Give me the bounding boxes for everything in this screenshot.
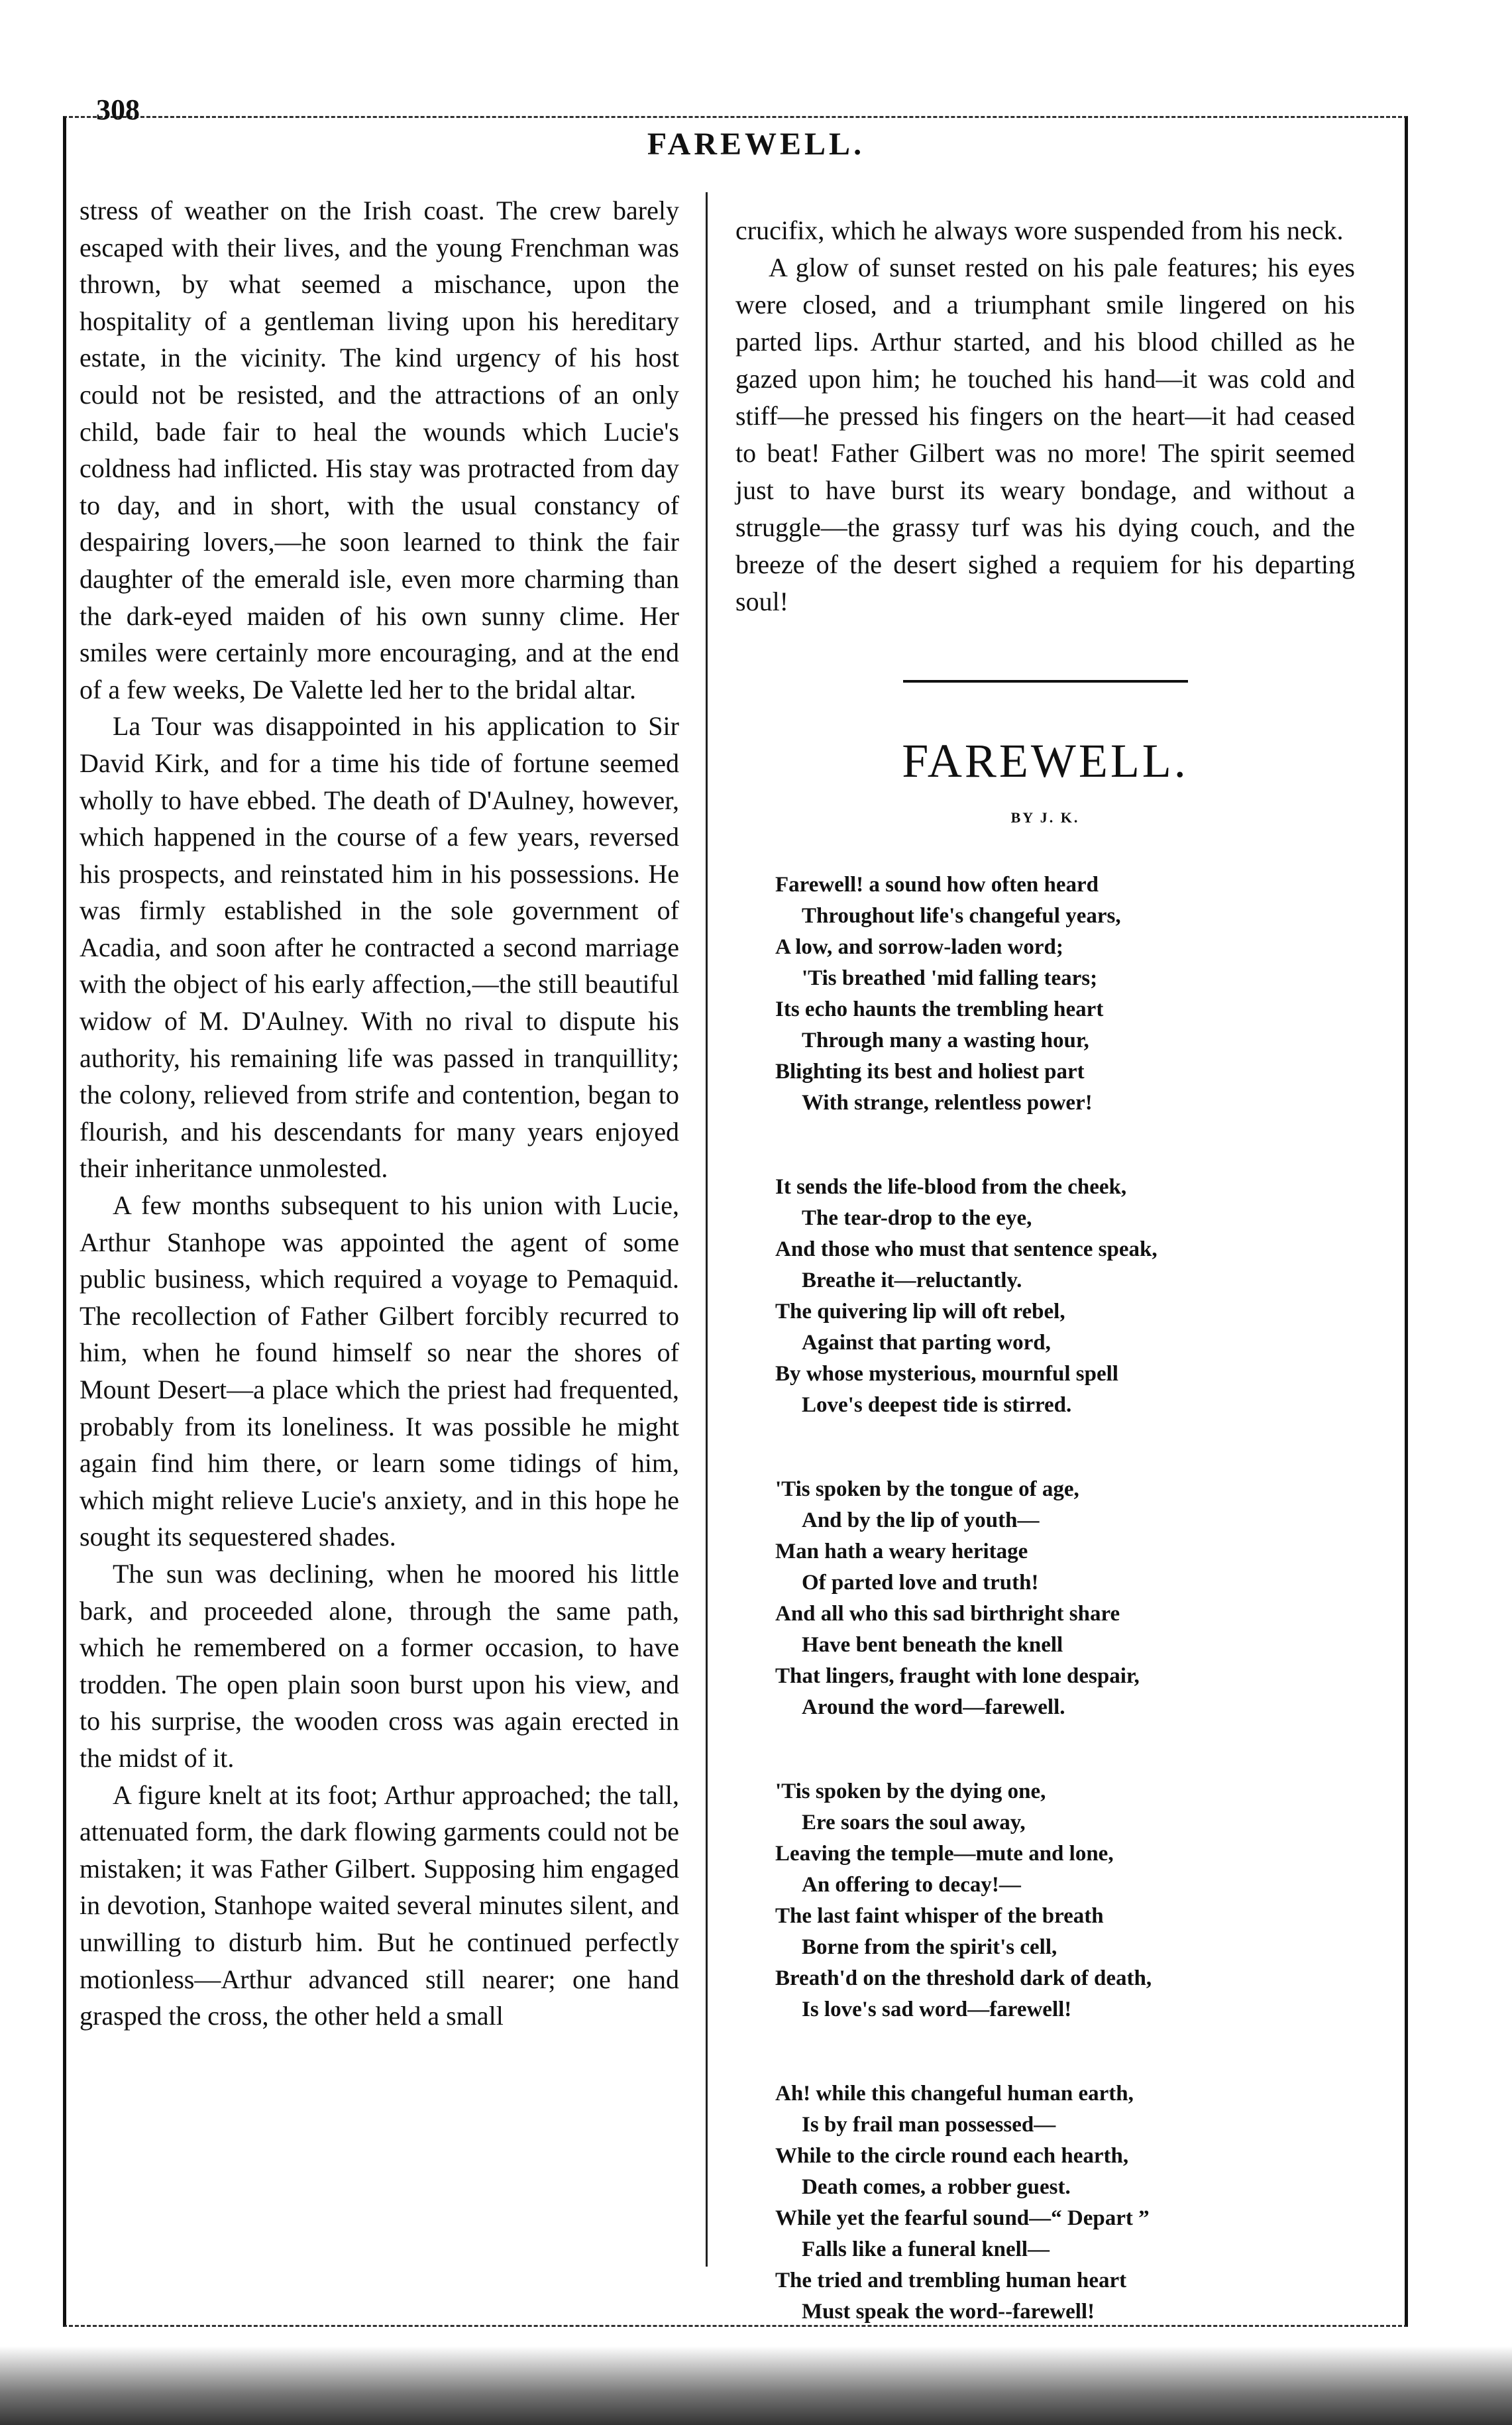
poem-line: 'Tis spoken by the tongue of age, — [775, 1477, 1079, 1501]
poem-line: And all who this sad birthright share — [775, 1602, 1120, 1626]
poem-title: FAREWELL. — [902, 734, 1189, 787]
poem-line: An offering to decay!— — [802, 1873, 1021, 1897]
poem-line: By whose mysterious, mournful spell — [775, 1362, 1118, 1386]
poem-stanza — [735, 1776, 1355, 2025]
poem-line: Blighting its best and holiest part — [775, 1060, 1085, 1084]
poem-line: The quivering lip will oft rebel, — [775, 1300, 1065, 1324]
poem-line: Against that parting word, — [802, 1331, 1051, 1355]
poem-line: While to the circle round each hearth, — [775, 2144, 1129, 2168]
poem-line: And by the lip of youth— — [802, 1508, 1040, 1532]
poem-line: Must speak the word--farewell! — [802, 2300, 1095, 2324]
poem-stanza — [735, 2078, 1355, 2328]
poem-line: That lingers, fraught with lone despair, — [775, 1664, 1140, 1688]
poem-byline: BY J. K. — [1010, 809, 1080, 826]
poem-line: And those who must that sentence speak, — [775, 1237, 1158, 1261]
poem-line: The tried and trembling human heart — [775, 2269, 1127, 2292]
poem-stanza — [735, 870, 1355, 1119]
poem-line: Breath'd on the threshold dark of death, — [775, 1966, 1152, 1990]
paragraph: A glow of sunset rested on his pale features; his eyes were closed, and a triumphant smile lingered on his parted lips. Arthur started, and his blood chilled as he gazed upon him; he touched his hand—it was cold and stiff—he pressed his fingers on the heart—it had ceased to beat! Father Gilbert was no more! The spirit seemed just to have burst its weary bondage, and without a struggle—the grassy turf was his dying couch, and the breeze of the desert sighed a requiem for his departing soul! — [735, 253, 1355, 616]
poem-line: It sends the life-blood from the cheek, — [775, 1175, 1127, 1199]
poem-line: A low, and sorrow-laden word; — [775, 935, 1063, 959]
scan-edge-smudge — [0, 2346, 1512, 2425]
poem — [735, 870, 1355, 2328]
poem-line: 'Tis breathed 'mid falling tears; — [802, 966, 1098, 990]
poem-line: The last faint whisper of the breath — [775, 1904, 1104, 1928]
poem-line: Leaving the temple—mute and lone, — [775, 1842, 1114, 1866]
poem-line: Ere soars the soul away, — [802, 1811, 1026, 1834]
paragraph: A figure knelt at its foot; Arthur approached; the tall, attenuated form, the dark flowing garments could not be mistaken; it was Father Gilbert. Supposing him engaged in devotion, Stanhope waited several minutes silent, and unwilling to disturb him. But he continued perfectly motionless—Arthur advanced still nearer; one hand grasped the cross, the other held a small — [80, 1779, 679, 2031]
poem-line: Of parted love and truth! — [802, 1571, 1039, 1595]
page-number: 308 — [96, 93, 140, 126]
paragraph: The sun was declining, when he moored his little bark, and proceeded alone, through the same path, which he remembered on a former occasion, to have trodden. The open plain soon burst upon his view, and to his surprise, the wooden cross was again erected in the midst of it. — [80, 1558, 679, 1773]
paragraph: crucifix, which he always wore suspended from his neck. — [735, 215, 1344, 245]
poem-line: Falls like a funeral knell— — [802, 2237, 1050, 2261]
poem-line: With strange, relentless power! — [802, 1091, 1093, 1115]
running-title: FAREWELL. — [647, 127, 865, 162]
poem-line: 'Tis spoken by the dying one, — [775, 1779, 1046, 1803]
poem-line: Is by frail man possessed— — [802, 2113, 1056, 2137]
poem-line: The tear-drop to the eye, — [802, 1206, 1032, 1230]
section-divider — [903, 680, 1188, 683]
poem-line: Breathe it—reluctantly. — [802, 1269, 1022, 1292]
poem-line: Is love's sad word—farewell! — [802, 1998, 1072, 2021]
poem-line: While yet the fearful sound—“ Depart ” — [775, 2206, 1150, 2230]
right-column — [735, 212, 1355, 2381]
poem-line: Love's deepest tide is stirred. — [802, 1393, 1072, 1417]
poem-line: Around the word—farewell. — [802, 1695, 1065, 1719]
poem-stanza — [735, 1474, 1355, 1723]
poem-line: Farewell! a sound how often heard — [775, 873, 1099, 897]
left-column — [80, 192, 708, 2267]
poem-line: Man hath a weary heritage — [775, 1540, 1028, 1563]
paragraph: A few months subsequent to his union with Lucie, Arthur Stanhope was appointed the agent of some public business, which required a voyage to Pemaquid. The recollection of Father Gilbert forcibly recurred to him, when he found himself so near the shores of Mount Desert—a place which the priest had frequented, probably from its loneliness. It was possible he might again find him there, or learn some tidings of him, which might relieve Lucie's anxiety, and in this hope he sought its sequestered shades. — [80, 1190, 679, 1552]
paragraph: stress of weather on the Irish coast. The crew barely escaped with their lives, and the young Frenchman was thrown, by what seemed a mischance, upon the hospitality of a gentleman living upon his hereditary estate, in the vicinity. The kind urgency of his host could not be resisted, and the attractions of an only child, bade fair to heal the wounds which Lucie's coldness had inflicted. His stay was protracted from day to day, and in short, with the usual constancy of despairing lovers,—he soon learned to think the fair daughter of the emerald isle, even more charming than the dark-eyed maiden of his own sunny clime. Her smiles were certainly more encouraging, and at the end of a few weeks, De Valette led her to the bridal altar. — [80, 196, 679, 705]
poem-line: Have bent beneath the knell — [802, 1633, 1063, 1657]
poem-line: Throughout life's changeful years, — [802, 904, 1121, 928]
poem-stanza — [735, 1172, 1355, 1421]
poem-line: Its echo haunts the trembling heart — [775, 997, 1104, 1021]
poem-line: Death comes, a robber guest. — [802, 2175, 1071, 2199]
poem-line: Through many a wasting hour, — [802, 1029, 1089, 1052]
poem-line: Borne from the spirit's cell, — [802, 1935, 1057, 1959]
poem-line: Ah! while this changeful human earth, — [775, 2082, 1134, 2106]
paragraph: La Tour was disappointed in his application to Sir David Kirk, and for a time his tide of fortune seemed wholly to have ebbed. The death of D'Aulney, however, which happened in the course of a few years, reversed his prospects, and reinstated him in his possessions. He was firmly established in the sole government of Acadia, and soon after he contracted a second marriage with the object of his early affection,—the still beautiful widow of M. D'Aulney. With no rival to dispute his authority, his remaining life was passed in tranquillity; the colony, relieved from strife and contention, began to flourish, and his descendants for many years enjoyed their inheritance unmolested. — [80, 711, 679, 1184]
